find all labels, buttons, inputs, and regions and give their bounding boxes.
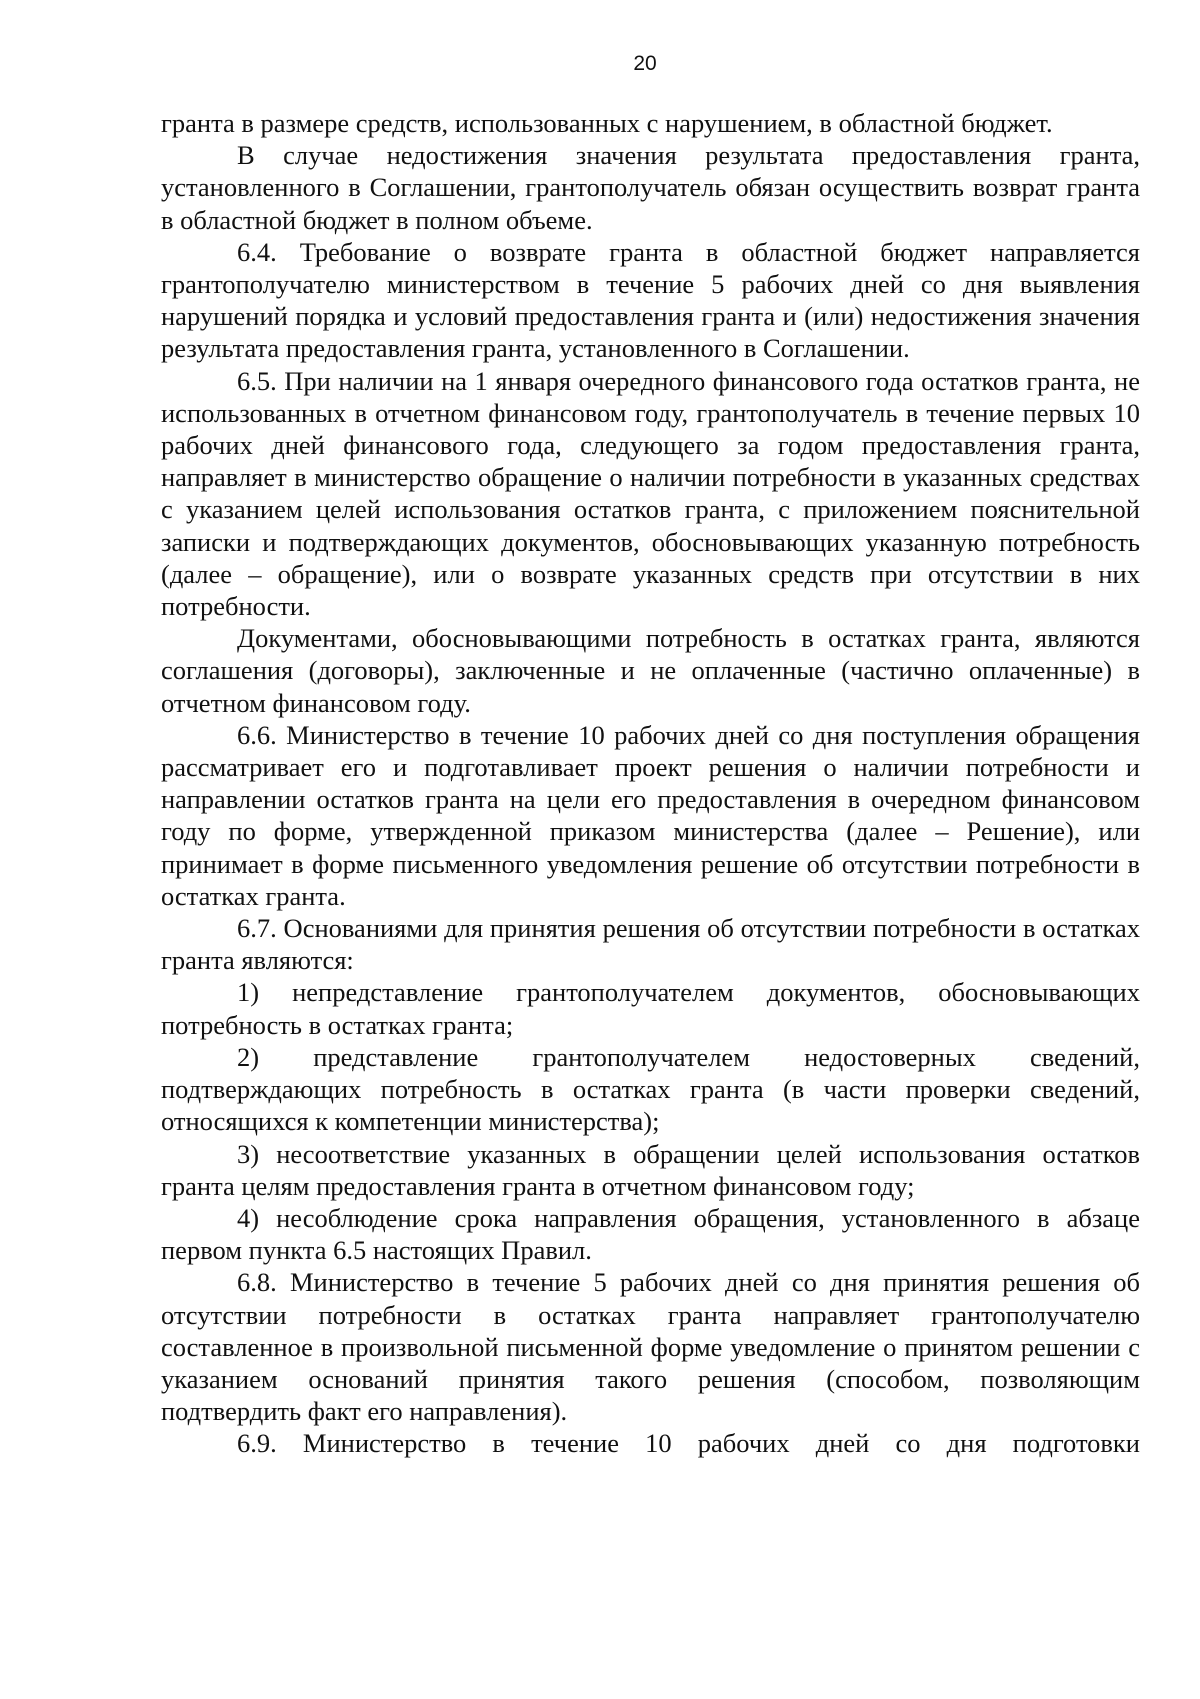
paragraph-6-5: 6.5. При наличии на 1 января очередного финансового года остатков гранта, не использованных в отчетном финансовом году, грантополучатель в течение первых 10 рабочих дней финансового года, следующего за годом предоставления гранта, направляет в министерство обращение о наличии потребности в указанных средствах с указанием целей использования остатков гранта, с приложением пояснительной записки и подтверждающих документов, обосновывающих указанную потребность (далее – обращение), или о возврате указанных средств при отсутствии в них потребности. bbox=[161, 365, 1140, 622]
page-number: 20 bbox=[633, 52, 657, 75]
paragraph-6-9: 6.9. Министерство в течение 10 рабочих дней со дня подготовки bbox=[237, 1428, 1140, 1459]
paragraph-6-8: 6.8. Министерство в течение 5 рабочих дней со дня принятия решения об отсутствии потребности в остатках гранта направляет грантополучателю составленное в произвольной письменной форме уведомление о принятом решении с указанием оснований принятия такого решения (способом, позволяющим подтвердить факт его направления). bbox=[161, 1267, 1140, 1427]
list-item-2: 2) представление грантополучателем недостоверных сведений, подтверждающих потребность в остатках гранта (в части проверки сведений, относящихся к компетенции министерства); bbox=[161, 1041, 1140, 1137]
list-item-4: 4) несоблюдение срока направления обращения, установленного в абзаце первом пункта 6.5 настоящих Правил. bbox=[161, 1202, 1140, 1266]
paragraph-6-7: 6.7. Основаниями для принятия решения об отсутствии потребности в остатках гранта являются: bbox=[161, 913, 1140, 976]
paragraph-6-4: 6.4. Требование о возврате гранта в областной бюджет направляется грантополучателю министерством в течение 5 рабочих дней со дня выявления нарушений порядка и условий предоставления гранта и (или) недостижения значения результата предоставления гранта, установленного в Соглашении. bbox=[161, 236, 1140, 364]
list-item-3: 3) несоответствие указанных в обращении целей использования остатков гранта целям предоставления гранта в отчетном финансовом году; bbox=[161, 1138, 1140, 1201]
list-item-1: 1) непредставление грантополучателем документов, обосновывающих потребность в остатках гранта; bbox=[161, 977, 1140, 1040]
paragraph-grant-return-continuation: гранта в размере средств, использованных с нарушением, в областной бюджет. bbox=[161, 108, 1053, 138]
paragraph-result-not-achieved: В случае недостижения значения результата предоставления гранта, установленного в Соглашении, грантополучатель обязан осуществить возврат гранта в областной бюджет в полном объеме. bbox=[161, 140, 1140, 235]
document-body bbox=[161, 107, 1140, 1460]
paragraph-supporting-documents: Документами, обосновывающими потребность в остатках гранта, являются соглашения (договоры), заключенные и не оплаченные (частично оплаченные) в отчетном финансовом году. bbox=[161, 623, 1140, 718]
paragraph-6-6: 6.6. Министерство в течение 10 рабочих дней со дня поступления обращения рассматривает его и подготавливает проект решения о наличии потребности и направлении остатков гранта на цели его предоставления в очередном финансовом году по форме, утвержденной приказом министерства (далее – Решение), или принимает в форме письменного уведомления решение об отсутствии потребности в остатках гранта. bbox=[161, 719, 1140, 911]
